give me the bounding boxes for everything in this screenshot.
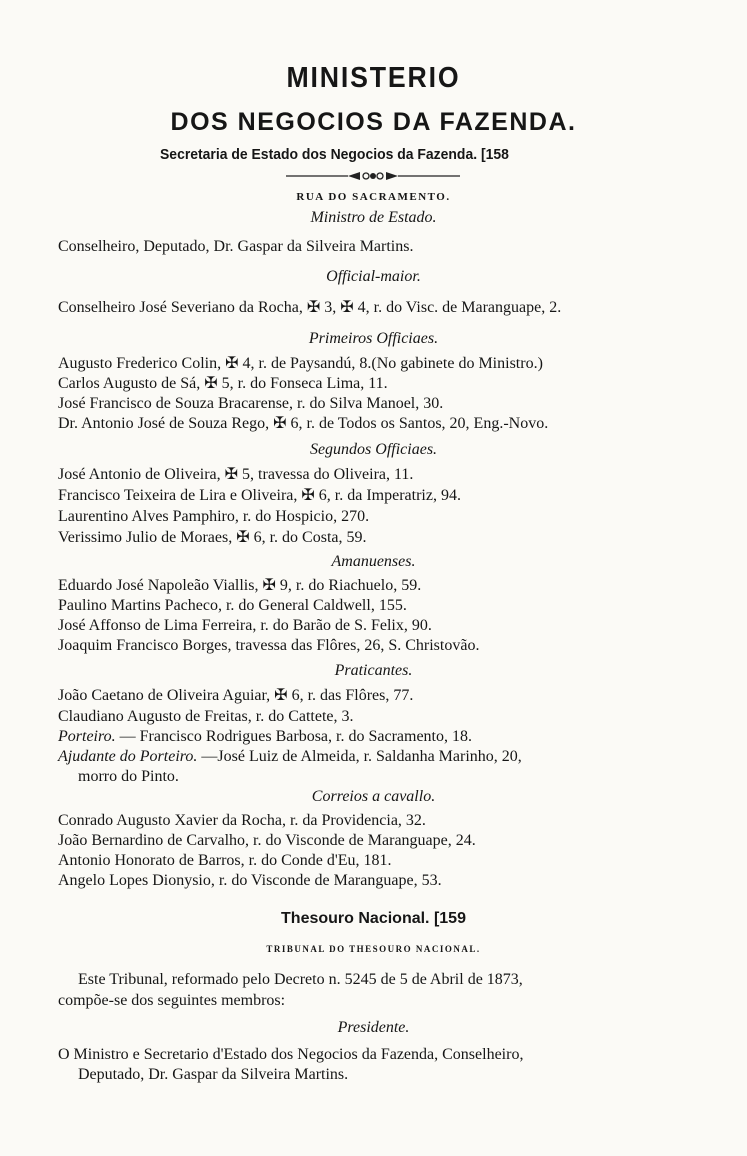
porteiro-label: Porteiro. bbox=[58, 728, 116, 745]
porteiro-line bbox=[58, 728, 472, 746]
secretaria-line: Secretaria de Estado dos Negocios da Fazenda. [158 bbox=[160, 146, 509, 163]
list-item: João Bernardino de Carvalho, r. do Visconde de Maranguape, 24. bbox=[58, 832, 476, 849]
heading-segundos: Segundos Officiaes. bbox=[309, 441, 438, 458]
list-item: Angelo Lopes Dionysio, r. do Visconde de Maranguape, 53. bbox=[58, 872, 442, 889]
ajudante-continuation: morro do Pinto. bbox=[78, 768, 179, 785]
thesouro-title: Thesouro Nacional. [159 bbox=[281, 910, 466, 927]
list-item: Eduardo José Napoleão Viallis, ✠ 9, r. do Riachuelo, 59. bbox=[58, 577, 422, 594]
presidente-continuation: Deputado, Dr. Gaspar da Silveira Martins. bbox=[78, 1066, 349, 1083]
ajudante-label: Ajudante do Porteiro. bbox=[58, 748, 198, 765]
list-item: Joaquim Francisco Borges, travessa das Flôres, 26, S. Christovão. bbox=[58, 637, 480, 654]
heading-ministro: Ministro de Estado. bbox=[310, 209, 437, 226]
heading-presidente: Presidente. bbox=[337, 1019, 410, 1036]
paragraph-line: compõe-se dos seguintes membros: bbox=[58, 992, 286, 1009]
porteiro-text: — Francisco Rodrigues Barbosa, r. do Sacramento, 18. bbox=[115, 728, 472, 745]
list-item: Dr. Antonio José de Souza Rego, ✠ 6, r. de Todos os Santos, 20, Eng.-Novo. bbox=[58, 415, 549, 432]
heading-amanuenses: Amanuenses. bbox=[331, 553, 416, 570]
list-item: Carlos Augusto de Sá, ✠ 5, r. do Fonseca Lima, 11. bbox=[58, 375, 388, 392]
list-item: Paulino Martins Pacheco, r. do General Caldwell, 155. bbox=[58, 597, 407, 614]
ornament-divider-icon bbox=[286, 171, 460, 181]
list-item: Claudiano Augusto de Freitas, r. do Cattete, 3. bbox=[58, 708, 354, 725]
list-item: João Caetano de Oliveira Aguiar, ✠ 6, r. das Flôres, 77. bbox=[58, 687, 414, 704]
heading-primeiros: Primeiros Officiaes. bbox=[308, 330, 439, 347]
address-line: RUA DO SACRAMENTO. bbox=[296, 191, 451, 203]
ministry-subtitle: DOS NEGOCIOS DA FAZENDA. bbox=[170, 108, 577, 136]
list-item: Augusto Frederico Colin, ✠ 4, r. de Paysandú, 8.(No gabinete do Ministro.) bbox=[58, 355, 543, 372]
list-item: Antonio Honorato de Barros, r. do Conde d'Eu, 181. bbox=[58, 852, 392, 869]
tribunal-subtitle: TRIBUNAL DO THESOURO NACIONAL. bbox=[266, 944, 481, 954]
ministry-title: MINISTERIO bbox=[286, 62, 461, 94]
list-item: José Affonso de Lima Ferreira, r. do Barão de S. Felix, 90. bbox=[58, 617, 432, 634]
ajudante-line bbox=[58, 748, 522, 766]
heading-official-maior: Official-maior. bbox=[326, 268, 421, 285]
paragraph-line: Este Tribunal, reformado pelo Decreto n. 5245 de 5 de Abril de 1873, bbox=[78, 971, 523, 988]
list-item: José Antonio de Oliveira, ✠ 5, travessa do Oliveira, 11. bbox=[58, 466, 414, 483]
list-item: José Francisco de Souza Bracarense, r. do Silva Manoel, 30. bbox=[58, 395, 444, 412]
heading-praticantes: Praticantes. bbox=[334, 662, 413, 679]
presidente-line: O Ministro e Secretario d'Estado dos Negocios da Fazenda, Conselheiro, bbox=[58, 1046, 524, 1063]
list-item: Verissimo Julio de Moraes, ✠ 6, r. do Costa, 59. bbox=[58, 529, 367, 546]
list-item: Laurentino Alves Pamphiro, r. do Hospicio, 270. bbox=[58, 508, 370, 525]
heading-correios: Correios a cavallo. bbox=[311, 788, 436, 805]
list-item: Francisco Teixeira de Lira e Oliveira, ✠ 6, r. da Imperatriz, 94. bbox=[58, 487, 461, 504]
list-item: Conselheiro, Deputado, Dr. Gaspar da Silveira Martins. bbox=[58, 238, 414, 255]
list-item: Conselheiro José Severiano da Rocha, ✠ 3, ✠ 4, r. do Visc. de Maranguape, 2. bbox=[58, 299, 562, 316]
ajudante-text: —José Luiz de Almeida, r. Saldanha Marinho, 20, bbox=[197, 748, 522, 765]
list-item: Conrado Augusto Xavier da Rocha, r. da Providencia, 32. bbox=[58, 812, 426, 829]
